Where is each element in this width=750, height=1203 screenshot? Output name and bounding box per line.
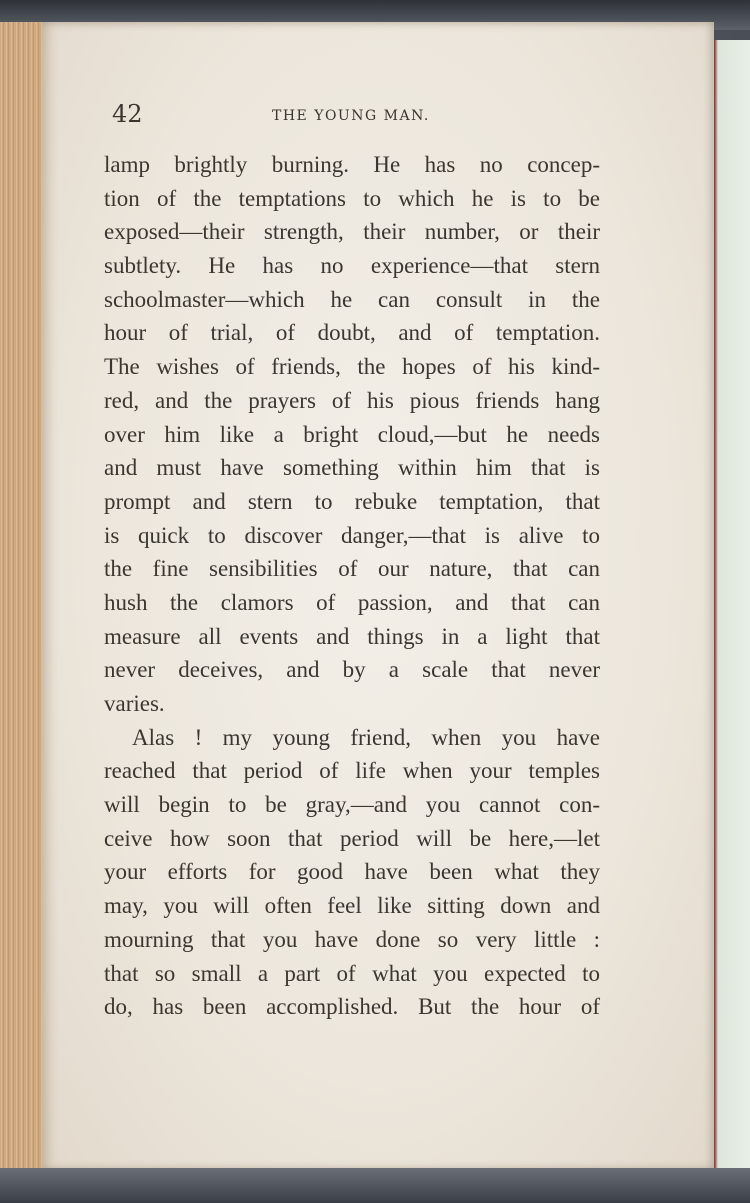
text-line: may, you will often feel like sitting down and (104, 893, 600, 919)
text-line: varies. (104, 691, 165, 716)
text-line: subtlety. He has no experience—that stern (104, 253, 600, 279)
text-line: ceive how soon that period will be here,—let (104, 825, 600, 851)
text-line: mourning that you have done so very little : (104, 926, 600, 952)
text-line: tion of the temptations to which he is to be (104, 185, 600, 211)
text-line: do, has been accomplished. But the hour of (104, 994, 600, 1020)
book-cover-bottom (0, 1168, 750, 1203)
page-header (112, 100, 612, 140)
text-line: never deceives, and by a scale that never (104, 657, 600, 683)
text-line: your efforts for good have been what they (104, 859, 600, 885)
text-line: Alas ! my young friend, when you have (132, 724, 600, 750)
running-head: THE YOUNG MAN. (272, 108, 430, 124)
text-line: that so small a part of what you expected to (104, 960, 600, 986)
body-text (104, 148, 600, 1024)
text-line: hour of trial, of doubt, and of temptation. (104, 320, 600, 346)
text-line: will begin to be gray,—and you cannot con- (104, 792, 600, 818)
text-line: the fine sensibilities of our nature, that can (104, 556, 600, 582)
text-line: The wishes of friends, the hopes of his kind- (104, 354, 600, 380)
text-line: exposed—their strength, their number, or their (104, 219, 600, 245)
text-line: schoolmaster—which he can consult in the (104, 286, 600, 312)
text-line: is quick to discover danger,—that is alive to (104, 522, 600, 548)
text-line: and must have something within him that is (104, 455, 600, 481)
page-number: 42 (112, 100, 143, 128)
text-line: reached that period of life when your temples (104, 758, 600, 784)
text-line: hush the clamors of passion, and that can (104, 589, 600, 615)
text-line: over him like a bright cloud,—but he needs (104, 421, 600, 447)
text-line: measure all events and things in a light that (104, 623, 600, 649)
text-line: lamp brightly burning. He has no concep- (104, 152, 600, 177)
adjacent-page-edge (710, 40, 750, 1170)
text-line: prompt and stern to rebuke temptation, that (104, 488, 600, 514)
text-line: red, and the prayers of his pious friends hang (104, 387, 600, 413)
